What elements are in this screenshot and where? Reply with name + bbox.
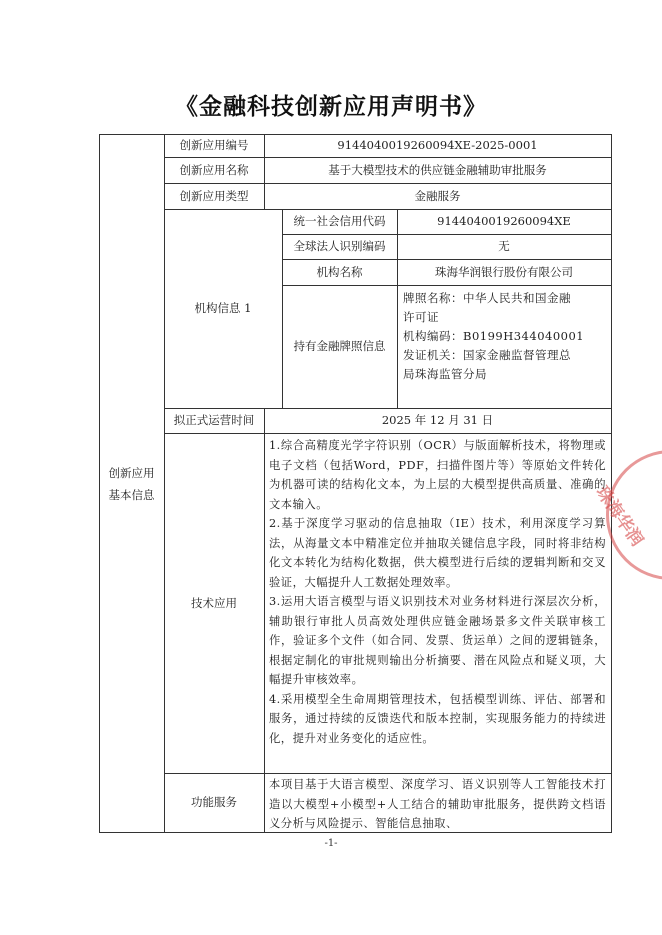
credit-code-label: 统一社会信用代码: [293, 214, 386, 228]
license-line: 局珠海监管分局: [403, 367, 487, 381]
app-name-label: 创新应用名称: [179, 162, 249, 177]
institution-name-value: 珠海华润银行股份有限公司: [435, 264, 573, 279]
app-type-value: 金融服务: [414, 188, 461, 203]
lei-label: 全球法人识别编码: [293, 239, 386, 253]
seal-text: 珠海华润: [591, 482, 647, 551]
license-info: [397, 285, 611, 408]
app-id-label: 创新应用编号: [179, 138, 249, 152]
license-line: 发证机关：国家金融监督管理总: [403, 348, 571, 362]
tech-paragraph: 4.采用模型全生命周期管理技术，包括模型训练、评估、部署和服务，通过持续的反馈迭代和版本控制，实现服务能力的持续进化，提升对业务变化的适应性。: [269, 692, 606, 745]
license-label: 持有金融牌照信息: [293, 339, 386, 353]
app-type-label: 创新应用类型: [179, 188, 249, 203]
license-line: 牌照名称：中华人民共和国金融: [403, 291, 571, 305]
tech-paragraph: 2.基于深度学习驱动的信息抽取（IE）技术，利用深度学习算法，从海量文本中精准定位并抽取关键信息字段，同时将非结构化文本转化为结构化数据，供大模型进行后续的逻辑判断和交叉验证，大幅提升人工数据处理效率。: [269, 517, 606, 589]
license-line: 机构编码：B0199H344040001: [403, 329, 585, 343]
launch-date-label: 拟正式运营时间: [173, 413, 255, 427]
tech-paragraph: 1.综合高精度光学字符识别（OCR）与版面解析技术，将物理或电子文档（包括Word，PDF，扫描件图片等）等原始文件转化为机器可读的结构化文本，为上层的大模型提供高质量、准确的文本输入。: [269, 439, 606, 511]
function-content: 本项目基于大语言模型、深度学习、语义识别等人工智能技术打造以大模型+小模型+人工结合的辅助审批服务，提供跨文档语义分析与风险提示、智能信息抽取、: [269, 778, 606, 830]
document-title: 《金融科技创新应用声明书》: [175, 94, 487, 120]
tech-paragraph: 3.运用大语言模型与语义识别技术对业务材料进行深层次分析，辅助银行审批人员高效处理供应链金融场景多文件关联审核工作，验证多个文件（如合同、发票、货运单）之间的逻辑链条，根据定制化的审批规则输出分析摘要、潜在风险点和疑义项，大幅提升审核效率。: [269, 595, 606, 686]
institution-name-label: 机构名称: [316, 264, 363, 279]
lei-value: 无: [498, 239, 510, 253]
app-id-value: 9144040019260094XE-2025-0001: [337, 138, 538, 152]
license-line: 许可证: [403, 310, 439, 324]
app-name-value: 基于大模型技术的供应链金融辅助审批服务: [328, 162, 547, 177]
credit-code-value: 9144040019260094XE: [437, 214, 571, 228]
institution-label: 机构信息 1: [194, 301, 252, 315]
tech-content: [264, 433, 611, 773]
launch-date-value: 2025 年 12 月 31 日: [381, 413, 494, 427]
function-label: 功能服务: [191, 795, 237, 809]
tech-label: 技术应用: [191, 595, 237, 610]
page-number: -1-: [324, 838, 338, 849]
section-label-basic-info: 创新应用 基本信息: [108, 465, 155, 502]
